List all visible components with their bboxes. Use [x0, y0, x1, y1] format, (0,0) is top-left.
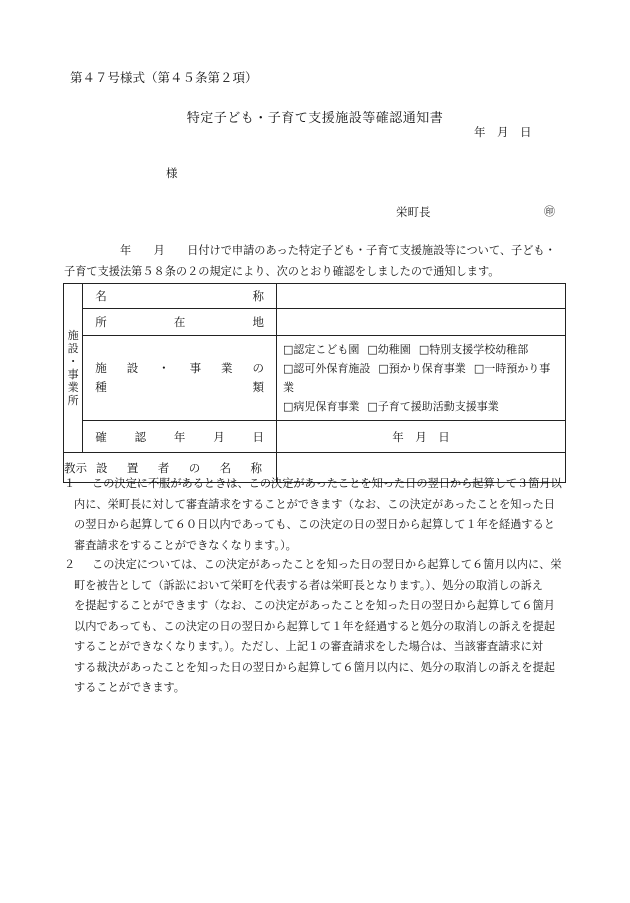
kyoji-line: この決定に不服があるときは、この決定があったことを知った日の翌日から起算して３箇月以 [92, 477, 562, 490]
type-option-checkbox[interactable]: □病児保育事業 [283, 400, 360, 413]
kyoji-item-number: ２ [64, 558, 76, 571]
kyoji-item-number: １ [64, 477, 76, 490]
kyoji-line: この決定については、この決定があったことを知った日の翌日から起算して６箇月以内に、栄 [92, 558, 562, 571]
address-label: 所 在 地 [83, 309, 277, 336]
intro-line-2: 子育て支援法第５８条の２の規定により、次のとおり確認をしましたので通知します。 [64, 265, 500, 278]
issue-date: 年 月 日 [474, 125, 532, 139]
side-char: 施 [67, 329, 79, 342]
form-number: 第４７号様式（第４５条第２項） [70, 70, 258, 85]
type-label-line-1: 施 設 ・ 事 業 の [95, 361, 264, 375]
kyoji-item-2 [64, 555, 576, 699]
type-label [83, 336, 277, 421]
type-option-checkbox[interactable]: □子育て援助活動支援事業 [367, 400, 499, 413]
issuer-name: 栄町長 [396, 205, 431, 219]
type-option-checkbox[interactable]: □認定こども園 [283, 343, 360, 356]
type-label-line-2: 種 類 [95, 380, 264, 394]
side-char: ・ [67, 355, 79, 368]
kyoji-line: することができます。 [74, 681, 185, 694]
side-char: 設 [67, 342, 79, 355]
type-options-row [283, 340, 559, 359]
document-title: 特定子ども・子育て支援施設等確認通知書 [186, 111, 444, 126]
side-char: 事 [67, 368, 79, 381]
kyoji-line: する裁決があったことを知った日の翌日から起算して６箇月以内に、処分の取消しの訴えを提起 [74, 660, 555, 674]
facility-side-header [64, 284, 83, 453]
kyoji-line: 審査請求をすることができなくなります。）。 [74, 538, 297, 552]
kyoji-line: 以内であっても、この決定の日の翌日から起算して１年を経過すると処分の取消しの訴えを提起 [74, 619, 555, 633]
kyoji-label: 教示 [64, 461, 87, 475]
recipient-suffix: 様 [166, 166, 178, 180]
seal-mark: ㊞ [544, 205, 555, 218]
facility-table [63, 283, 566, 483]
kyoji-line: を提起することができます（なお、この決定があったことを知った日の翌日から起算して６箇月 [74, 599, 555, 612]
confirm-date-label: 確 認 年 月 日 [83, 421, 277, 453]
name-label: 名 称 [83, 284, 277, 309]
intro-line-1: 年 月 日付けで申請のあった特定子ども・子育て支援施設等について、子ども・ [120, 244, 556, 257]
side-char: 業 [67, 381, 79, 394]
type-options-cell [277, 336, 566, 421]
type-option-checkbox[interactable]: □預かり保育事業 [378, 362, 466, 375]
address-value-cell[interactable] [277, 309, 566, 336]
confirm-date-value[interactable]: 年 月 日 [277, 421, 566, 453]
type-option-checkbox[interactable]: □特別支援学校幼稚部 [418, 343, 529, 356]
type-options-row [283, 359, 559, 397]
type-option-checkbox[interactable]: □幼稚園 [367, 343, 411, 356]
name-value-cell[interactable] [277, 284, 566, 309]
kyoji-line: の翌日から起算して６０日以内であっても、この決定の日の翌日から起算して１年を経過すると [74, 518, 555, 531]
type-option-checkbox[interactable]: □一時預かり事業 [283, 362, 551, 394]
founder-label: 設 置 者 の 名 称 [64, 453, 277, 483]
kyoji-item-1 [64, 474, 576, 556]
kyoji-line: することができなくなります。）。ただし、上記１の審査請求をした場合は、当該審査請求に対 [74, 640, 543, 653]
kyoji-line: 内に、栄町長に対して審査請求をすることができます（なお、この決定があったことを知った日 [74, 497, 555, 511]
type-option-checkbox[interactable]: □認可外保育施設 [283, 362, 371, 375]
side-char: 所 [67, 394, 79, 407]
intro-paragraph [64, 240, 574, 282]
type-options-row [283, 397, 559, 416]
kyoji-line: 町を被告として（訴訟において栄町を代表する者は栄町長となります。）、処分の取消しの訴え [74, 578, 543, 592]
